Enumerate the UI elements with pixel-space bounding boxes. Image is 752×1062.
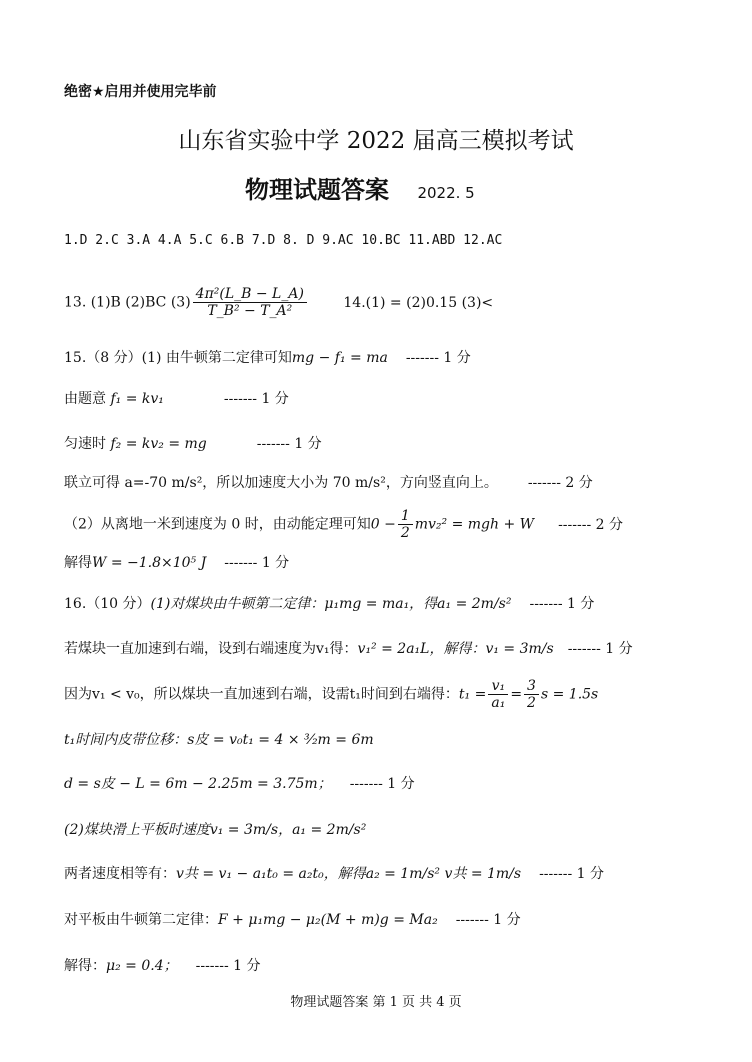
q16-l1-score: ------- 1 分 [529,596,595,612]
q14-answers: 14.(1) = (2)0.15 (3)< [343,294,494,311]
q16-l3-f2-den: 2 [527,695,536,712]
q16-l4-text: t₁时间内皮带位移： [64,732,188,748]
q16-line-8 [64,912,521,929]
answer-title: 物理试题答案 [245,176,389,204]
q16-line-1 [64,596,594,613]
q13-q14-row [64,286,493,319]
q16-l3-f1-num: v₁ [488,678,508,695]
q13-fraction [193,286,307,319]
q16-line-9 [64,958,261,975]
q15-l3-score: ------- 1 分 [256,436,322,452]
q15-l3-equation: f₂ = kv₂ = mg [110,436,207,452]
q15-l1-text: 15.（8 分）(1) 由牛顿第二定律可知 [64,350,292,366]
q16-l2-equation: v₁² = 2a₁L，解得：v₁ = 3m/s [357,641,554,657]
q16-l3-fraction-1 [488,678,508,711]
q15-l2-score: ------- 1 分 [223,391,289,407]
q16-line-7 [64,866,604,883]
q15-l1-equation: mg − f₁ = ma [291,350,388,366]
q15-l4-score: ------- 2 分 [527,475,593,491]
q16-l7-text: 两者速度相等有： [64,866,176,882]
answer-title-row [245,176,475,205]
q15-l1-score: ------- 1 分 [405,350,471,366]
q16-l8-equation: F + μ₁mg − μ₂(M + m)g = Ma₂ [218,912,438,928]
q16-l1-text: 16.（10 分） [64,596,151,612]
q15-l6-equation: W = −1.8×10⁵ J [92,555,207,571]
q16-l9-equation: μ₂ = 0.4； [106,958,178,974]
q16-line-3 [64,678,598,711]
q15-line-4 [64,475,593,492]
q15-l5-text: （2）从离地一米到速度为 0 时，由动能定理可知 [64,516,371,533]
q16-l7-equation: v共 = v₁ − a₁t₀ = a₂t₀，解得a₂ = 1m/s² v共 = 1m/s [176,866,522,882]
q16-l9-score: ------- 1 分 [195,958,261,974]
q15-l3-text: 匀速时 [64,436,106,452]
q16-l7-score: ------- 1 分 [539,866,604,882]
q15-l5-fraction [398,508,413,541]
q16-l2-text: 若煤块一直加速到右端，设到右端速度为v₁得： [64,641,358,657]
q15-l2-equation: f₁ = kv₁ [110,391,164,407]
q16-l1-equation: (1)对煤块由牛顿第二定律：μ₁mg = ma₁，得a₁ = 2m/s² [150,596,512,612]
q15-line-5 [64,508,623,541]
q15-line-1 [64,350,471,367]
q16-l8-score: ------- 1 分 [455,912,521,928]
q15-l6-text: 解得 [64,555,92,571]
q15-l5-eq-a: 0 − [370,516,396,533]
q15-line-6 [64,555,289,572]
q16-line-4 [64,732,374,749]
mc-answers: 1.D 2.C 3.A 4.A 5.C 6.B 7.D 8. D 9.AC 10.BC 11.ABD 12.AC [64,233,503,248]
q16-line-6: (2)煤块滑上平板时速度v₁ = 3m/s，a₁ = 2m/s² [64,822,367,838]
q16-l3-f2-num: 3 [524,678,539,695]
q16-l3-f1-den: a₁ [491,695,506,712]
q15-l5-eq-b: mv₂² = mgh + W [414,516,535,533]
q16-l3-eq-b: = [510,686,523,703]
q15-l6-score: ------- 1 分 [224,555,290,571]
q16-l3-text: 因为v₁ < v₀，所以煤块一直加速到右端，设需t₁时间到右端得： [64,686,459,703]
secret-label: 绝密★启用并使用完毕前 [64,84,217,100]
q15-line-3 [64,436,322,453]
q13-frac-num: 4π²(L_B − L_A) [193,286,307,303]
q15-l4-text: 联立可得 a=-70 m/s²，所以加速度大小为 70 m/s²，方向竖直向上。 [64,475,498,491]
q16-line-2 [64,641,633,658]
q16-l5-equation: d = s皮 − L = 6m − 2.25m = 3.75m； [64,776,332,792]
q15-l5-score: ------- 2 分 [558,516,623,533]
q15-line-2 [64,391,289,408]
q13-label: 13. (1)B (2)BC (3) [64,294,191,311]
q16-l4-equation: s皮 = v₀t₁ = 4 × ³⁄₂m = 6m [187,732,374,748]
date: 2022. 5 [417,184,475,202]
q16-line-5 [64,776,415,793]
q16-l2-score: ------- 1 分 [567,641,633,657]
q16-l3-eq-c: s = 1.5s [540,686,599,703]
page-footer: 物理试题答案 第 1 页 共 4 页 [290,995,462,1010]
exam-title: 山东省实验中学 2022 届高三模拟考试 [178,128,574,154]
q16-l5-score: ------- 1 分 [349,776,415,792]
q13-frac-den: T_B² − T_A² [207,303,293,320]
q15-l5-frac-num: 1 [398,508,413,525]
q16-l8-text: 对平板由牛顿第二定律： [64,912,218,928]
q16-l3-fraction-2 [524,678,539,711]
q15-l5-frac-den: 2 [400,525,410,542]
q15-l2-text: 由题意 [64,391,106,407]
q16-l9-text: 解得： [64,958,106,974]
q16-l3-eq-a: t₁ = [458,686,487,703]
